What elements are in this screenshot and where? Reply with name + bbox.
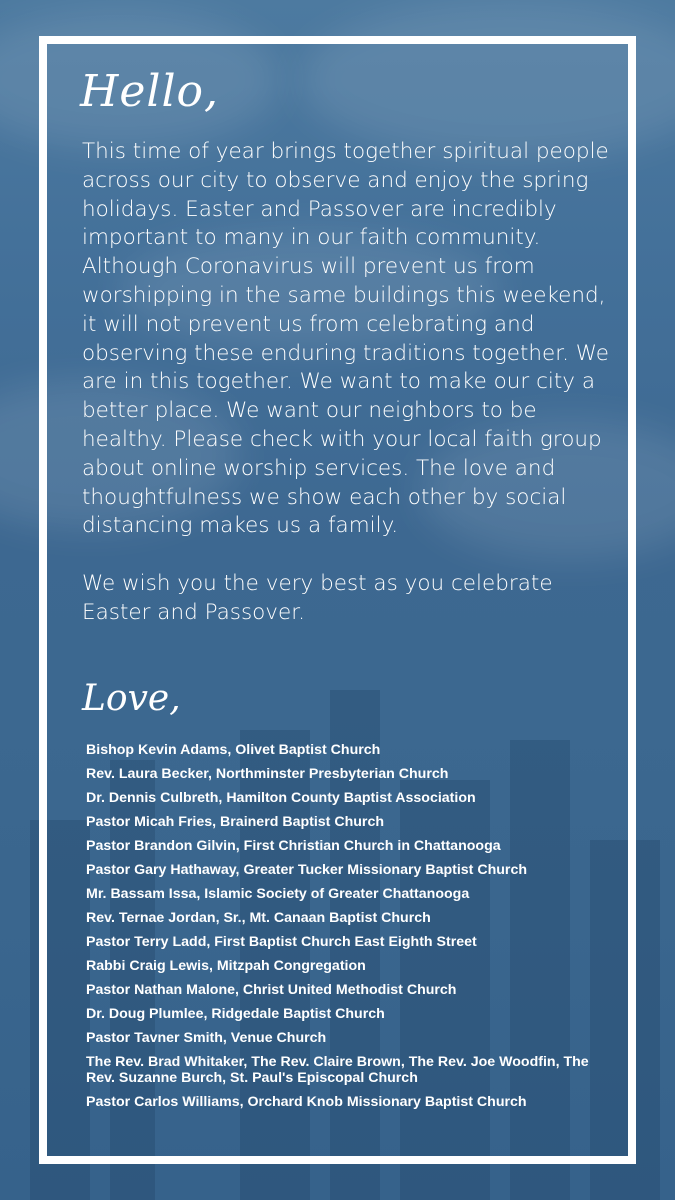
message-paragraph: This time of year brings together spiritual people across our city to observe and enjoy the spring holidays. Easter and Passover are incredibly important to many in our faith community. Although Coronavirus will prevent us from worshipping in the same buildings this weekend, it will not prevent us from celebrating and observing these enduring traditions together. We are in this together. We want to make our city a better place. We want our neighbors to be healthy. Please check with your local faith group about online worship services. The love and thoughtfulness we show each other by social distancing makes us a family.: [82, 139, 610, 539]
signer-item: Pastor Tavner Smith, Venue Church: [86, 1030, 327, 1046]
signer-list: [86, 742, 606, 1118]
signer-item: Mr. Bassam Issa, Islamic Society of Greater Chattanooga: [86, 886, 470, 902]
signer-item: Bishop Kevin Adams, Olivet Baptist Church: [86, 742, 381, 758]
signer-item: Rev. Laura Becker, Northminster Presbyterian Church: [86, 766, 449, 782]
signer-item: Dr. Dennis Culbreth, Hamilton County Baptist Association: [86, 790, 476, 806]
greeting-heading: Hello,: [80, 66, 220, 117]
signer-item: Pastor Nathan Malone, Christ United Methodist Church: [86, 982, 457, 998]
signer-item: Rabbi Craig Lewis, Mitzpah Congregation: [86, 958, 366, 974]
signer-item: Rev. Ternae Jordan, Sr., Mt. Canaan Baptist Church: [86, 910, 431, 926]
signer-item: Pastor Carlos Williams, Orchard Knob Missionary Baptist Church: [86, 1094, 527, 1110]
signer-item: The Rev. Brad Whitaker, The Rev. Claire Brown, The Rev. Joe Woodfin, The Rev. Suzanne Burch, St. Paul's Episcopal Church: [86, 1054, 589, 1086]
signer-item: Pastor Brandon Gilvin, First Christian Church in Chattanooga: [86, 838, 501, 854]
message-body: [82, 138, 622, 628]
signer-item: Pastor Terry Ladd, First Baptist Church East Eighth Street: [86, 934, 477, 950]
signer-item: Pastor Gary Hathaway, Greater Tucker Missionary Baptist Church: [86, 862, 528, 878]
message-paragraph: We wish you the very best as you celebrate Easter and Passover.: [82, 571, 553, 625]
closing-heading: Love,: [82, 678, 181, 719]
signer-item: Dr. Doug Plumlee, Ridgedale Baptist Church: [86, 1006, 385, 1022]
signer-item: Pastor Micah Fries, Brainerd Baptist Church: [86, 814, 385, 830]
